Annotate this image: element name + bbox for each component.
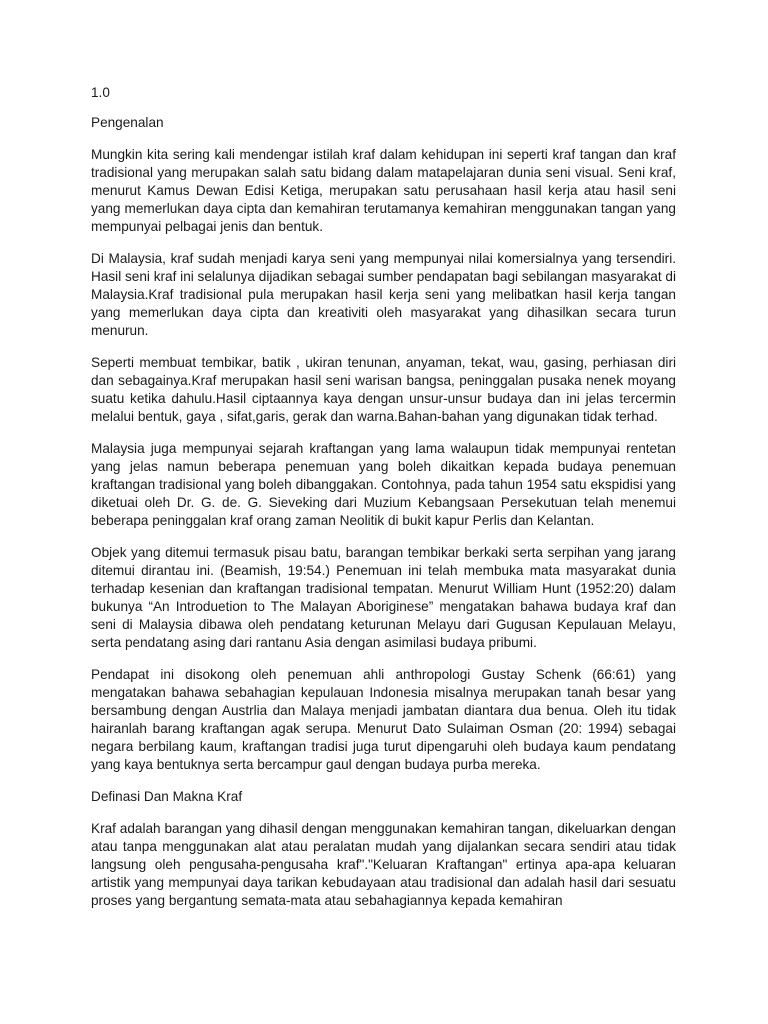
section-number: 1.0 — [91, 85, 110, 100]
paragraph-examples: Seperti membuat tembikar, batik , ukiran tenunan, anyaman, tekat, wau, gasing, perhiasan diri dan sebagainya.Kraf merupakan hasil seni warisan bangsa, peninggalan pusaka nenek moyang suatu ketika dahulu.Hasil ciptaannya kaya dengan unsur-unsur budaya dan ini jelas tercermin melalui bentuk, gaya , sifat,garis, gerak dan warna.Bahan-bahan yang digunakan tidak terhad. — [91, 355, 676, 424]
section-heading: Pengenalan — [91, 115, 164, 130]
paragraph-opinion: Pendapat ini disokong oleh penemuan ahli anthropologi Gustay Schenk (66:61) yang mengatakan bahawa sebahagian kepulauan Indonesia misalnya merupakan tanah besar yang bersambung dengan Austrlia dan Malaya menjadi jambatan diantara dua benua. Oleh itu tidak hairanlah barang kraftangan agak serupa. Menurut Dato Sulaiman Osman (20: 1994) sebagai negara berbilang kaum, kraftangan tradisi juga turut dipengaruhi oleh budaya kaum pendatang yang kaya bentuknya serta bercampur gaul dengan budaya purba mereka. — [91, 667, 676, 772]
paragraph-definition: Kraf adalah barangan yang dihasil dengan menggunakan kemahiran tangan, dikeluarkan dengan atau tanpa menggunakan alat atau peralatan mudah yang dijalankan secara sendiri atau tidak langsung oleh pengusaha-pengusaha kraf"."Keluaran Kraftangan" ertinya apa-apa keluaran artistik yang mempunyai daya tarikan kebudayaan atau tradisional dan adalah hasil dari sesuatu proses yang bergantung semata-mata atau sebahagiannya kepada kemahiran — [91, 821, 676, 908]
document-page — [91, 84, 676, 924]
subheading-definition: Definasi Dan Makna Kraf — [91, 789, 243, 804]
paragraph-malaysia-kraf: Di Malaysia, kraf sudah menjadi karya seni yang mempunyai nilai komersialnya yang tersendiri. Hasil seni kraf ini selalunya dijadikan sebagai sumber pendapatan bagi sebilangan masyarakat di Malaysia.Kraf tradisional pula merupakan hasil kerja seni yang melibatkan hasil kerja tangan yang memerlukan daya cipta dan kreativiti oleh masyarakat yang dihasilkan secara turun menurun. — [91, 251, 676, 338]
paragraph-intro: Mungkin kita sering kali mendengar istilah kraf dalam kehidupan ini seperti kraf tangan dan kraf tradisional yang merupakan salah satu bidang dalam matapelajaran dunia seni visual. Seni kraf, menurut Kamus Dewan Edisi Ketiga, merupakan satu perusahaan hasil kerja atau hasil seni yang memerlukan daya cipta dan kemahiran terutamanya kemahiran menggunakan tangan yang mempunyai pelbagai jenis dan bentuk. — [91, 147, 676, 234]
paragraph-objects-found: Objek yang ditemui termasuk pisau batu, barangan tembikar berkaki serta serpihan yang jarang ditemui dirantau ini. (Beamish, 19:54.) Penemuan ini telah membuka mata masyarakat dunia terhadap kesenian dan kraftangan tradisional tempatan. Menurut William Hunt (1952:20) dalam bukunya “An Introduetion to The Malayan Aboriginese” mengatakan bahawa budaya kraf dan seni di Malaysia dibawa oleh pendatang keturunan Melayu dari Gugusan Kepulauan Melayu, serta pendatang asing dari rantanu Asia dengan asimilasi budaya pribumi. — [91, 545, 676, 650]
paragraph-history: Malaysia juga mempunyai sejarah kraftangan yang lama walaupun tidak mempunyai rentetan yang jelas namun beberapa penemuan yang boleh dikaitkan kepada budaya penemuan kraftangan tradisional yang boleh dibanggakan. Contohnya, pada tahun 1954 satu ekspidisi yang diketuai oleh Dr. G. de. G. Sieveking dari Muzium Kebangsaan Persekutuan telah menemui beberapa peninggalan kraf orang zaman Neolitik di bukit kapur Perlis dan Kelantan. — [91, 441, 676, 528]
